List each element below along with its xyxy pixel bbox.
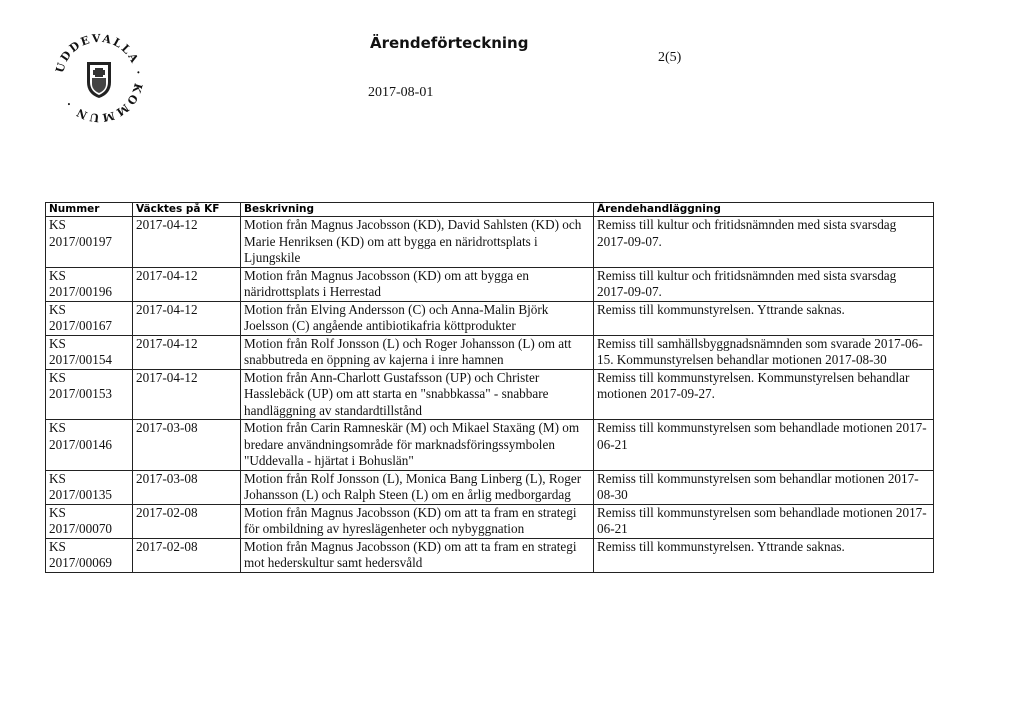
cell-vacktes: 2017-03-08 xyxy=(133,420,241,471)
nummer-prefix: KS xyxy=(49,301,66,317)
cell-vacktes: 2017-03-08 xyxy=(133,470,241,504)
cell-vacktes: 2017-04-12 xyxy=(133,217,241,268)
page-number: 2(5) xyxy=(658,50,682,65)
nummer-value: 2017/00153 xyxy=(49,386,113,401)
nummer-prefix: KS xyxy=(49,538,66,554)
cell-nummer xyxy=(46,301,133,335)
cell-handlaggning: Remiss till samhällsbyggnadsnämnden som svarade 2017-06-15. Kommunstyrelsen behandlar motionen 2017-08-30 xyxy=(594,335,934,369)
cell-beskrivning: Motion från Magnus Jacobsson (KD) om att bygga en näridrottsplats i Herrestad xyxy=(241,267,594,301)
cell-vacktes: 2017-04-12 xyxy=(133,369,241,420)
cell-beskrivning: Motion från Magnus Jacobsson (KD) om att ta fram en strategi mot hederskultur samt hedersvåld xyxy=(241,538,594,572)
cell-beskrivning: Motion från Rolf Jonsson (L), Monica Bang Linberg (L), Roger Johansson (L) och Ralph Steen (L) om en årlig medborgardag xyxy=(241,470,594,504)
nummer-prefix: KS xyxy=(49,335,66,351)
cell-handlaggning: Remiss till kommunstyrelsen. Yttrande saknas. xyxy=(594,538,934,572)
cell-vacktes: 2017-04-12 xyxy=(133,335,241,369)
nummer-value: 2017/00197 xyxy=(49,233,113,249)
cell-handlaggning: Remiss till kultur och fritidsnämnden med sista svarsdag 2017-09-07. xyxy=(594,217,934,268)
cell-beskrivning: Motion från Magnus Jacobsson (KD), David Sahlsten (KD) och Marie Henriksen (KD) om att bygga en näridrottsplats i Ljungskile xyxy=(241,217,594,268)
nummer-prefix: KS xyxy=(49,217,66,232)
cell-handlaggning: Remiss till kommunstyrelsen som behandlade motionen 2017-06-21 xyxy=(594,420,934,471)
table-row xyxy=(46,420,934,471)
nummer-value: 2017/00167 xyxy=(49,318,113,333)
nummer-value: 2017/00069 xyxy=(49,555,113,570)
column-header-beskrivning: Beskrivning xyxy=(241,203,594,217)
nummer-value: 2017/00135 xyxy=(49,487,113,502)
table-row xyxy=(46,335,934,369)
table-row xyxy=(46,369,934,420)
cell-beskrivning: Motion från Elving Andersson (C) och Anna-Malin Björk Joelsson (C) angående antibiotikafria köttprodukter xyxy=(241,301,594,335)
table-row xyxy=(46,267,934,301)
nummer-prefix: KS xyxy=(49,470,66,486)
column-header-vacktes: Väcktes på KF xyxy=(133,203,241,217)
cell-beskrivning: Motion från Rolf Jonsson (L) och Roger Johansson (L) om att snabbutreda en öppning av kajerna i inre hamnen xyxy=(241,335,594,369)
cell-nummer xyxy=(46,504,133,538)
uddevalla-kommun-logo xyxy=(47,26,151,130)
cell-beskrivning: Motion från Carin Ramneskär (M) och Mikael Staxäng (M) om bredare användningsområde för marknadsföringssymbolen "Uddevalla - hjärtat i Bohuslän" xyxy=(241,420,594,471)
document-date: 2017-08-01 xyxy=(368,85,434,100)
cell-nummer xyxy=(46,369,133,420)
cell-nummer xyxy=(46,420,133,471)
table-row xyxy=(46,538,934,572)
cell-nummer xyxy=(46,470,133,504)
cell-vacktes: 2017-02-08 xyxy=(133,538,241,572)
cell-nummer xyxy=(46,538,133,572)
document-title: Ärendeförteckning xyxy=(370,34,529,52)
cell-nummer xyxy=(46,267,133,301)
cell-beskrivning: Motion från Magnus Jacobsson (KD) om att ta fram en strategi för ombildning av hyreslägenheter och nybyggnation xyxy=(241,504,594,538)
table-row xyxy=(46,470,934,504)
nummer-prefix: KS xyxy=(49,420,66,435)
nummer-value: 2017/00146 xyxy=(49,436,113,452)
cell-vacktes: 2017-04-12 xyxy=(133,267,241,301)
table-header-row xyxy=(46,203,934,217)
table-row xyxy=(46,217,934,268)
column-header-nummer: Nummer xyxy=(46,203,133,217)
nummer-prefix: KS xyxy=(49,369,66,385)
cell-vacktes: 2017-04-12 xyxy=(133,301,241,335)
cell-beskrivning: Motion från Ann-Charlott Gustafsson (UP) och Christer Hasslebäck (UP) om att starta en "snabbkassa" - snabbare handläggning av standardtillstånd xyxy=(241,369,594,420)
cell-handlaggning: Remiss till kommunstyrelsen som behandlade motionen 2017-06-21 xyxy=(594,504,934,538)
arende-table xyxy=(45,202,934,573)
cell-handlaggning: Remiss till kultur och fritidsnämnden med sista svarsdag 2017-09-07. xyxy=(594,267,934,301)
cell-nummer xyxy=(46,217,133,268)
cell-handlaggning: Remiss till kommunstyrelsen. Kommunstyrelsen behandlar motionen 2017-09-27. xyxy=(594,369,934,420)
nummer-value: 2017/00196 xyxy=(49,284,113,299)
nummer-prefix: KS xyxy=(49,267,66,283)
cell-handlaggning: Remiss till kommunstyrelsen som behandlar motionen 2017-08-30 xyxy=(594,470,934,504)
column-header-handlaggning: Ärendehandläggning xyxy=(594,203,934,217)
table-row xyxy=(46,504,934,538)
table-row xyxy=(46,301,934,335)
cell-handlaggning: Remiss till kommunstyrelsen. Yttrande saknas. xyxy=(594,301,934,335)
nummer-prefix: KS xyxy=(49,504,66,520)
cell-nummer xyxy=(46,335,133,369)
svg-text:UDDEVALLA · KOMMUN ·: UDDEVALLA · KOMMUN · xyxy=(53,31,146,125)
cell-vacktes: 2017-02-08 xyxy=(133,504,241,538)
nummer-value: 2017/00154 xyxy=(49,352,113,367)
nummer-value: 2017/00070 xyxy=(49,521,113,536)
